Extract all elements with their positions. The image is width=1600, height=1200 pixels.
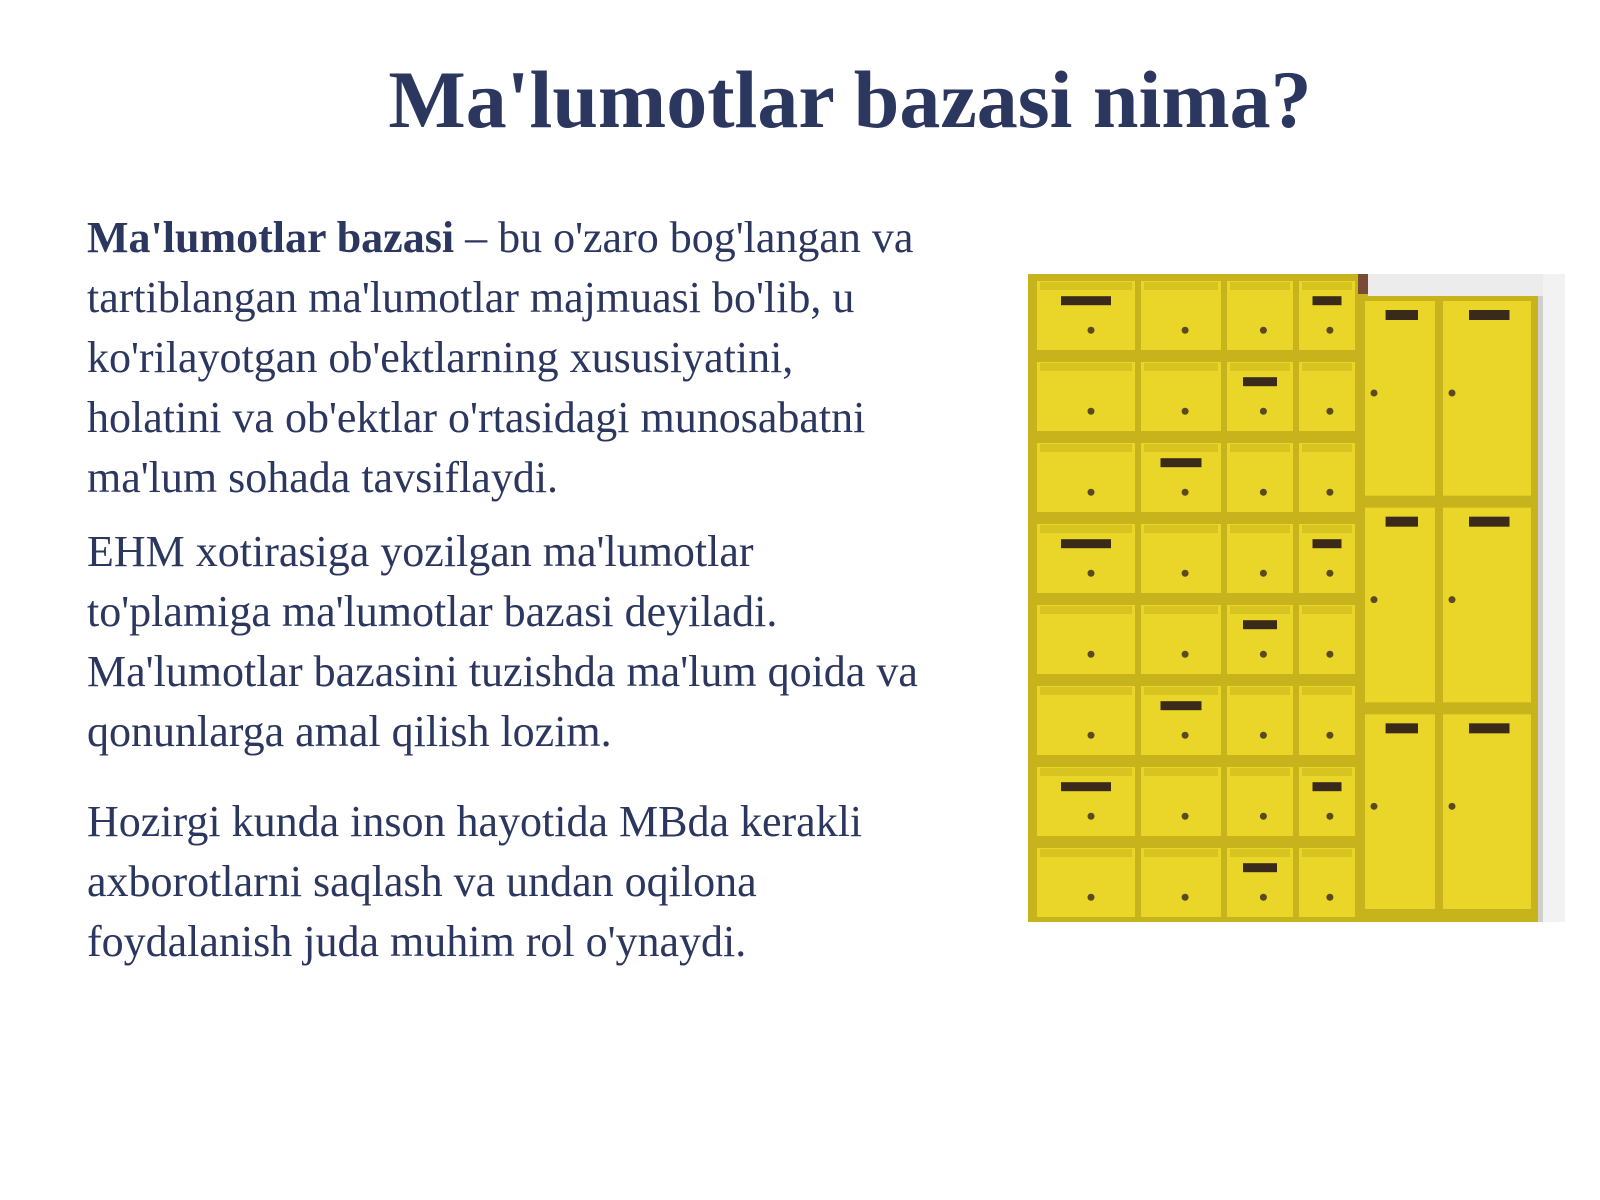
paragraph-third: Hozirgi kunda inson hayotida MBda kerakli axborotlarni saqlash va undan oqilona foydalanish juda muhim rol o'ynaydi.	[87, 797, 863, 966]
definition-text: – bu o'zaro bog'langan va tartiblangan ma'lumotlar majmuasi bo'lib, u ko'rilayotgan ob'ektlarning xususiyatini, holatini va ob'ektlar o'rtasidagi munosabatni ma'lum sohada tavsiflaydi.	[87, 213, 914, 502]
slide-title: Ma'lumotlar bazasi nima?	[388, 54, 1312, 145]
paragraph-definition	[87, 208, 927, 508]
mailboxes-illustration	[1028, 274, 1565, 922]
mailboxes-photo	[1028, 274, 1565, 922]
body-text	[87, 208, 927, 972]
paragraph-second: EHM xotirasiga yozilgan ma'lumotlar to'plamiga ma'lumotlar bazasi deyiladi. Ma'lumotlar bazasini tuzishda ma'lum qoida va qonunlarga amal qilish lozim.	[87, 527, 918, 756]
term-bold: Ma'lumotlar bazasi	[87, 213, 455, 262]
